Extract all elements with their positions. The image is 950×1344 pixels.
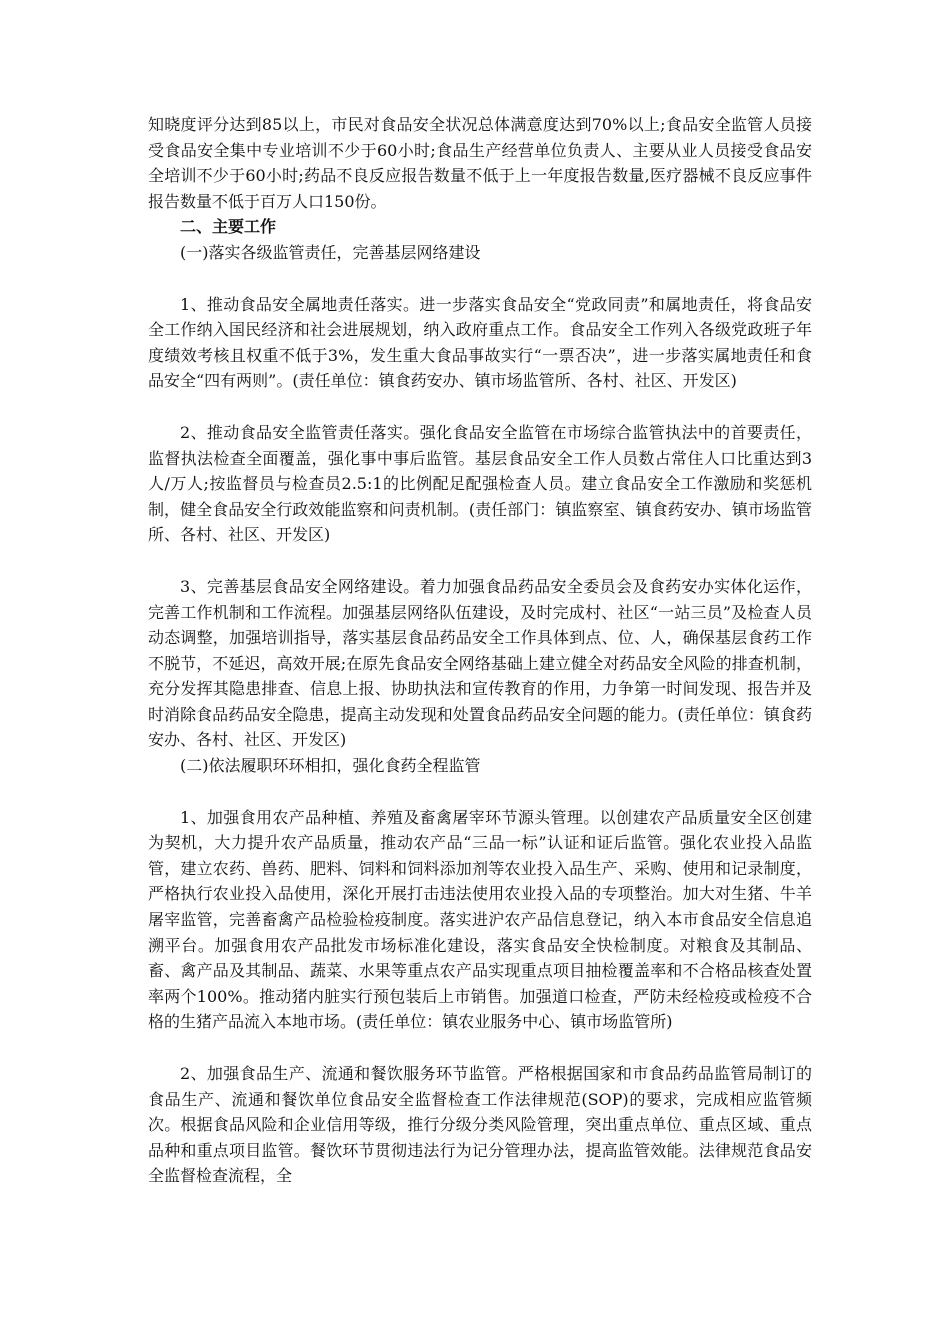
part1-item-3: 3、完善基层食品安全网络建设。着力加强食品药品安全委员会及食药安办实体化运作，完善工作机制和工作流程。加强基层网络队伍建设，及时完成村、社区“一站三员”及检查人员动态调整，加强培训指导，落实基层食品药品安全工作具体到点、位、人，确保基层食药工作不脱节，不延迟，高效开展;在原先食品安全网络基础上建立健全对药品安全风险的排查机制，充分发挥其隐患排查、信息上报、协助执法和宣传教育的作用，力争第一时间发现、报告并及时消除食品药品安全隐患，提高主动发现和处置食品药品安全问题的能力。(责任单位：镇食药安办、各村、社区、开发区) xyxy=(148,576,812,750)
part2-item-2: 2、加强食品生产、流通和餐饮服务环节监管。严格根据国家和市食品药品监管局制订的食品生产、流通和餐饮单位食品安全监督检查工作法律规范(SOP)的要求，完成相应监管频次。根据食品风险和企业信用等级，推行分级分类风险管理，突出重点单位、重点区域、重点品种和重点项目监管。餐饮环节贯彻违法行为记分管理办法，提高监管效能。法律规范食品安全监督检查流程，全 xyxy=(148,1064,812,1186)
part1-item-2: 2、推动食品安全监管责任落实。强化食品安全监管在市场综合监管执法中的首要责任，监督执法检查全面覆盖，强化事中事后监管。基层食品安全工作人员数占常住人口比重达到3人/万人;按监督员与检查员2.5:1的比例配足配强检查人员。建立食品安全工作激励和奖惩机制，健全食品安全行政效能监察和问责机制。(责任部门：镇监察室、镇食药安办、镇市场监管所、各村、社区、开发区) xyxy=(148,422,812,545)
part1-item-1: 1、推动食品安全属地责任落实。进一步落实食品安全“党政同责”和属地责任，将食品安全工作纳入国民经济和社会进展规划，纳入政府重点工作。食品安全工作列入各级党政班子年度绩效考核且权重不低于3%，发生重大食品事故实行“一票否决”，进一步落实属地责任和食品安全“四有两则”。(责任单位：镇食药安办、镇市场监管所、各村、社区、开发区) xyxy=(148,294,812,391)
part1-title: (一)落实各级监管责任，完善基层网络建设 xyxy=(180,242,481,262)
intro-paragraph: 知晓度评分达到85以上，市民对食品安全状况总体满意度达到70%以上;食品安全监管人员接受食品安全集中专业培训不少于60小时;食品生产经营单位负责人、主要从业人员接受食品安全培训不少于60小时;药品不良反应报告数量不低于上一年度报告数量,医疗器械不良反应事件报告数量不低于百万人口150份。 xyxy=(148,115,812,211)
section-title: 二、主要工作 xyxy=(180,217,277,237)
document-body xyxy=(148,112,812,1189)
part2-title: (二)依法履职环环相扣，强化食药全程监管 xyxy=(180,756,481,776)
part2-item-1: 1、加强食用农产品种植、养殖及畜禽屠宰环节源头管理。以创建农产品质量安全区创建为契机，大力提升农产品质量，推动农产品“三品一标”认证和证后监管。强化农业投入品监管，建立农药、兽药、肥料、饲料和饲料添加剂等农业投入品生产、采购、使用和记录制度，严格执行农业投入品使用，深化开展打击违法使用农业投入品的专项整治。加大对生猪、牛羊屠宰监管，完善畜禽产品检验检疫制度。落实进沪农产品信息登记，纳入本市食品安全信息追溯平台。加强食用农产品批发市场标准化建设，落实食品安全快检制度。对粮食及其制品、畜、禽产品及其制品、蔬菜、水果等重点农产品实现重点项目抽检覆盖率和不合格品核查处置率两个100%。推动猪内脏实行预包装后上市销售。加强道口检查，严防未经检疫或检疫不合格的生猪产品流入本地市场。(责任单位：镇农业服务中心、镇市场监管所) xyxy=(148,807,812,1032)
